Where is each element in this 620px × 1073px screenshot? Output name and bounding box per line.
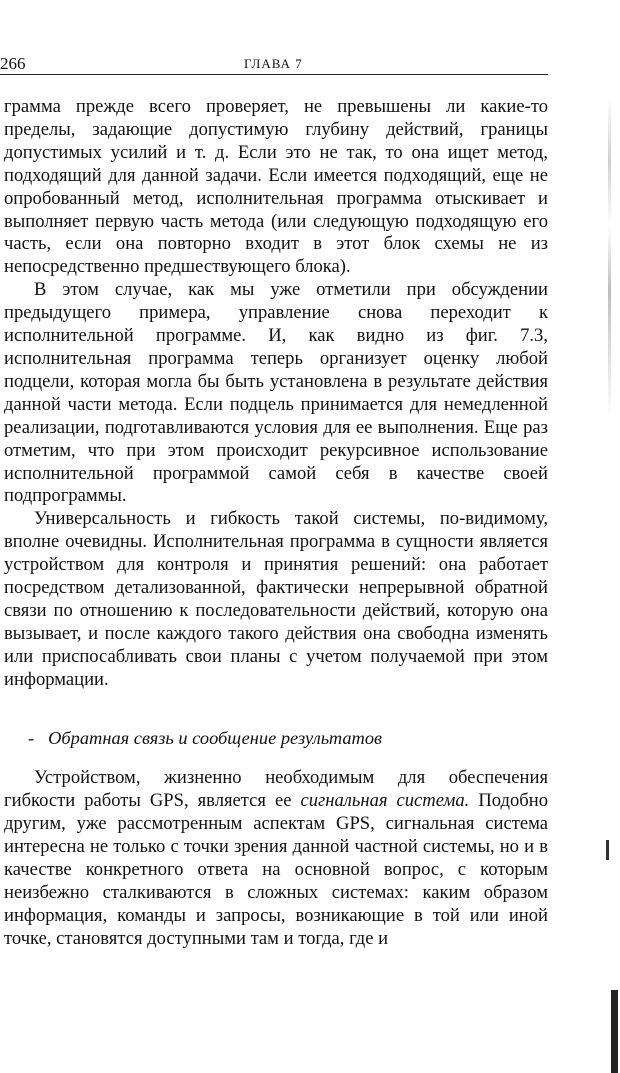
body-text [4, 96, 548, 951]
running-title: ГЛАВА 7 [244, 56, 303, 71]
paragraph: Универсальность и гибкость такой системы, по-видимому, вполне очевидны. Исполнительная программа в сущности является устройством для контроля и принятия решений: она работает посредством детализованной, фактически непрерывной обратной связи по отношению к последовательности действий, которую она вызывает, и после каждого такого действия она свободна изменять или приспосабливать свои планы с учетом получаемой при этом информации. [4, 508, 548, 690]
paragraph: В этом случае, как мы уже отметили при обсуждении предыдущего примера, управление снова переходит к исполнительной программе. И, как видно из фиг. 7.3, исполнительная программа теперь организует оценку любой подцели, которая могла бы быть установлена в результате действия данной части метода. Если подцель принимается для немедленной реализации, подготавливаются условия для ее выполнения. Еще раз отметим, что при этом происходит рекурсивное использование исполнительной программой самой себя в качестве своей подпрограммы. [4, 279, 548, 507]
paragraph-continued: грамма прежде всего проверяет, не превышены ли какие-то пределы, задающие допустимую глубину действий, границы допустимых усилий и т. д. Если это не так, то она ищет метод, подходящий для данной задачи. Если имеется подходящий, еще не опробованный метод, исполнительная программа отыскивает и выполняет первую часть метода (или следующую подходящую его часть, если она повторно входит в этот блок схемы не из непосредственно предшествующего блока). [4, 96, 548, 278]
paragraph-text: Подобно другим, уже рассмотренным аспектам GPS, сигнальная система интересна не только с точки зрения данной частной системы, но и в качестве конкретного ответа на основной вопрос, с которым неизбежно сталкиваются в сложных системах: каким образом информация, команды и запросы, возникающие в той или иной точке, становятся доступными там и тогда, где и [4, 790, 548, 949]
emphasis-term: сигнальная система. [300, 790, 470, 812]
scan-edge-mark [611, 990, 618, 1073]
paragraph-text: Устройством, жизненно необходимым для обеспечения гибкости работы GPS, является ее [4, 767, 548, 812]
header-rule [0, 74, 548, 75]
paragraph [4, 767, 548, 950]
section-heading-text: Обратная связь и сообщение результатов [48, 727, 383, 748]
scan-edge-mark [608, 98, 611, 418]
page-header [0, 54, 548, 74]
section-heading [4, 727, 548, 750]
page-number: 266 [0, 54, 26, 73]
heading-dash: - [28, 727, 35, 748]
scan-edge-mark [606, 840, 609, 860]
